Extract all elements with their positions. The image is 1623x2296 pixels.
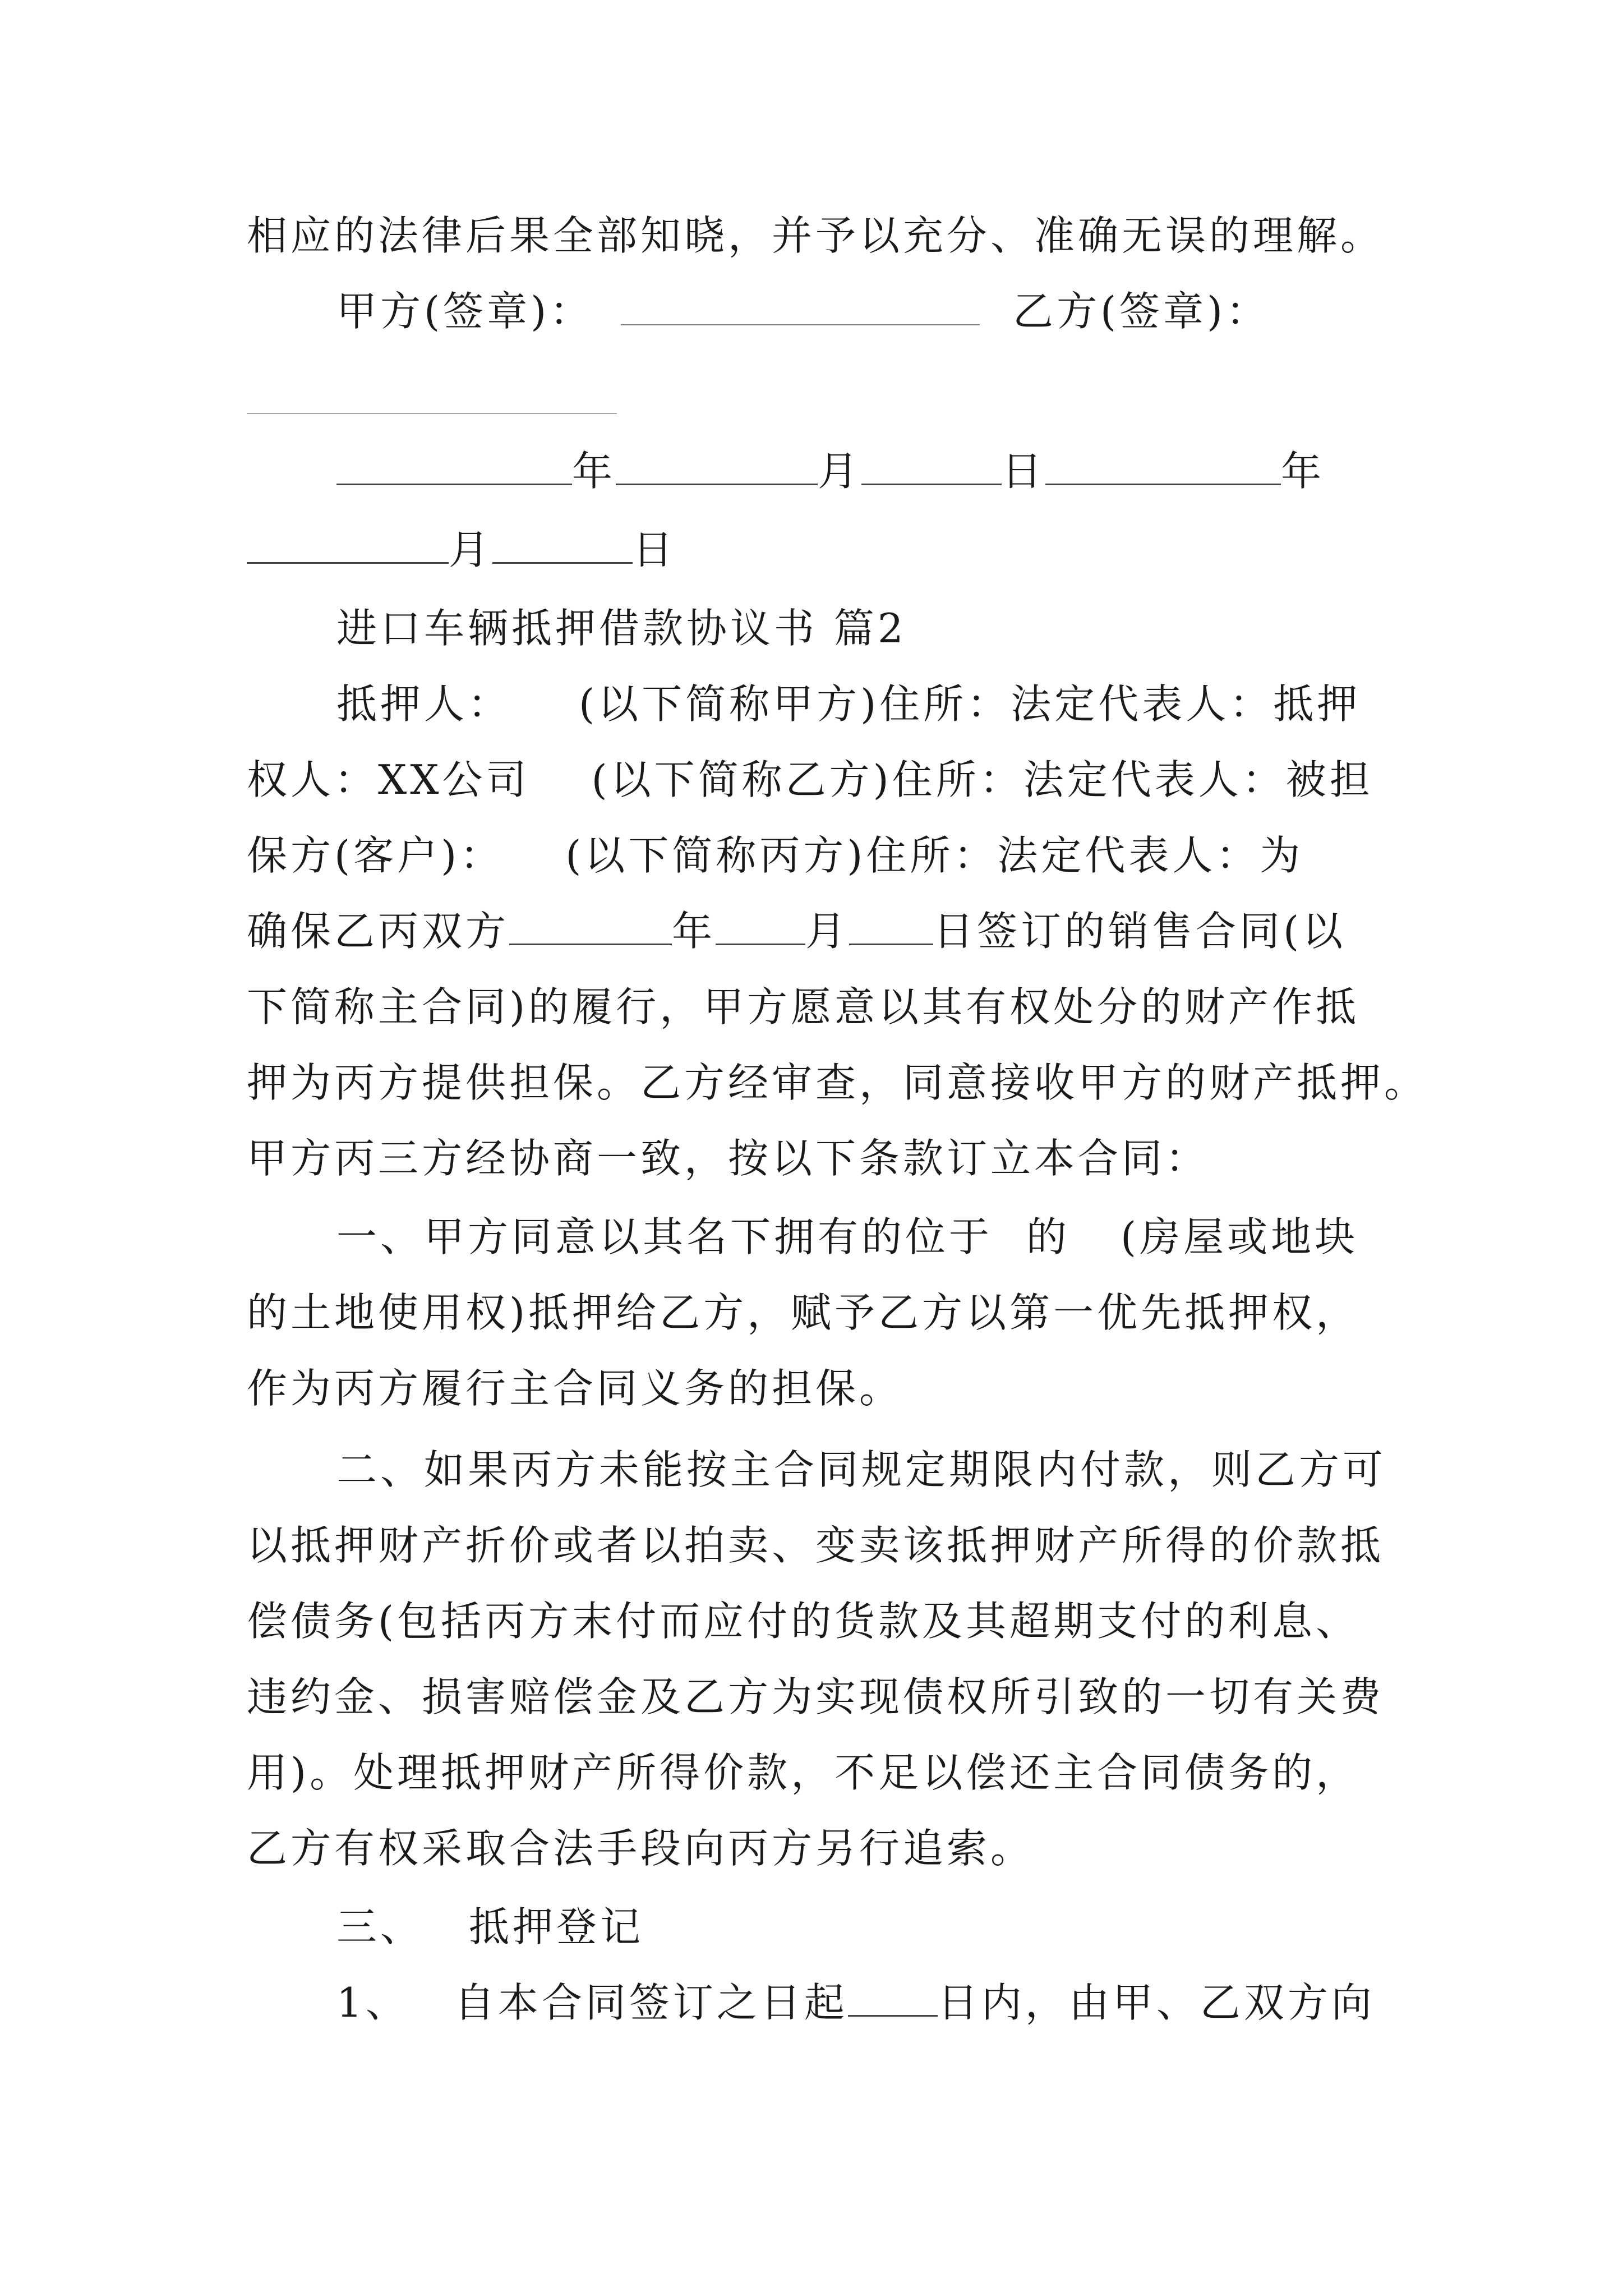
section-title: 进口车辆抵押借款协议书 篇2	[336, 605, 907, 652]
paragraph-line	[247, 827, 1391, 884]
text-span: (以下简称乙方)住所：法定代表人：被担	[591, 756, 1373, 803]
paragraph-line: 二、如果丙方未能按主合同规定期限内付款，则乙方可	[336, 1446, 1387, 1493]
date-line	[336, 443, 1481, 499]
year-blank	[1045, 444, 1281, 485]
paragraph-line	[247, 903, 1391, 959]
item-number: 1、	[336, 1979, 409, 2026]
text-span: 日签订的销售合同(以	[933, 908, 1347, 955]
text-span: 日内，由甲、乙双方向	[937, 1979, 1375, 2026]
paragraph-line: 偿债务(包括丙方末付而应付的货款及其超期支付的利息、	[247, 1598, 1360, 1645]
paragraph-line	[336, 676, 1481, 732]
text-span: 保方(客户)：	[247, 832, 504, 879]
text-span: 的	[1026, 1213, 1071, 1260]
clause-heading	[336, 1899, 1481, 1955]
month-label: 月	[818, 448, 862, 495]
text-span: 一、甲方同意以其名下拥有的位于	[336, 1213, 993, 1260]
paragraph-line: 下简称主合同)的履行，甲方愿意以其有权处分的财产作抵	[247, 983, 1360, 1030]
text-span: 权人：XX公司	[247, 756, 530, 803]
paragraph-line: 押为丙方提供担保。乙方经审查，同意接收甲方的财产抵押。	[247, 1059, 1428, 1106]
day-label: 日	[633, 526, 677, 573]
party-a-signature-blank	[621, 285, 980, 325]
paragraph-line: 相应的法律后果全部知晓，并予以充分、准确无误的理解。	[247, 212, 1385, 259]
party-a-label: 甲方(签章)：	[336, 288, 594, 335]
date-blank	[716, 904, 805, 945]
month-blank	[247, 523, 449, 564]
paragraph-line	[247, 752, 1391, 808]
paragraph-line: 乙方有权采取合法手段向丙方另行追索。	[247, 1825, 1035, 1872]
date-blank	[849, 904, 933, 945]
paragraph-line: 作为丙方履行主合同义务的担保。	[247, 1365, 903, 1412]
date-blank	[509, 904, 672, 945]
paragraph-line	[336, 1975, 1481, 2031]
text-span: (以下简称甲方)住所：法定代表人：抵押	[579, 680, 1361, 728]
clause-number: 三、	[336, 1903, 425, 1950]
days-blank	[848, 1976, 938, 2017]
text-span: 月	[805, 908, 850, 955]
year-label: 年	[1281, 448, 1325, 495]
paragraph-line	[336, 1209, 1481, 1265]
year-blank	[336, 444, 572, 485]
day-blank	[861, 444, 1002, 485]
year-label: 年	[572, 448, 616, 495]
day-blank	[492, 523, 633, 564]
text-span: (以下简称丙方)住所：法定代表人：为	[565, 832, 1304, 879]
paragraph-line: 甲方丙三方经协商一致，按以下条款订立本合同：	[247, 1135, 1210, 1182]
signature-line	[336, 283, 1481, 339]
month-label: 月	[449, 526, 493, 573]
text-span: 抵押人：	[336, 680, 512, 728]
paragraph-line: 用)。处理抵押财产所得价款，不足以偿还主合同债务的，	[247, 1749, 1360, 1796]
paragraph-line: 以抵押财产折价或者以拍卖、变卖该抵押财产所得的价款抵	[247, 1522, 1385, 1569]
month-blank	[616, 444, 818, 485]
day-label: 日	[1002, 448, 1046, 495]
text-span: 年	[672, 908, 716, 955]
paragraph-line: 违约金、损害赔偿金及乙方为实现债权所引致的一切有关费	[247, 1673, 1385, 1720]
party-b-label: 乙方(签章)：	[1012, 288, 1270, 335]
text-span: (房屋或地块	[1121, 1213, 1359, 1260]
text-span: 自本合同签订之日起	[454, 1979, 848, 2026]
clause-title: 抵押登记	[469, 1903, 644, 1950]
date-line	[247, 522, 1391, 578]
paragraph-line: 的土地使用权)抵押给乙方，赋予乙方以第一优先抵押权，	[247, 1289, 1360, 1336]
party-b-signature-blank	[247, 413, 617, 414]
text-span: 确保乙丙双方	[247, 908, 510, 955]
